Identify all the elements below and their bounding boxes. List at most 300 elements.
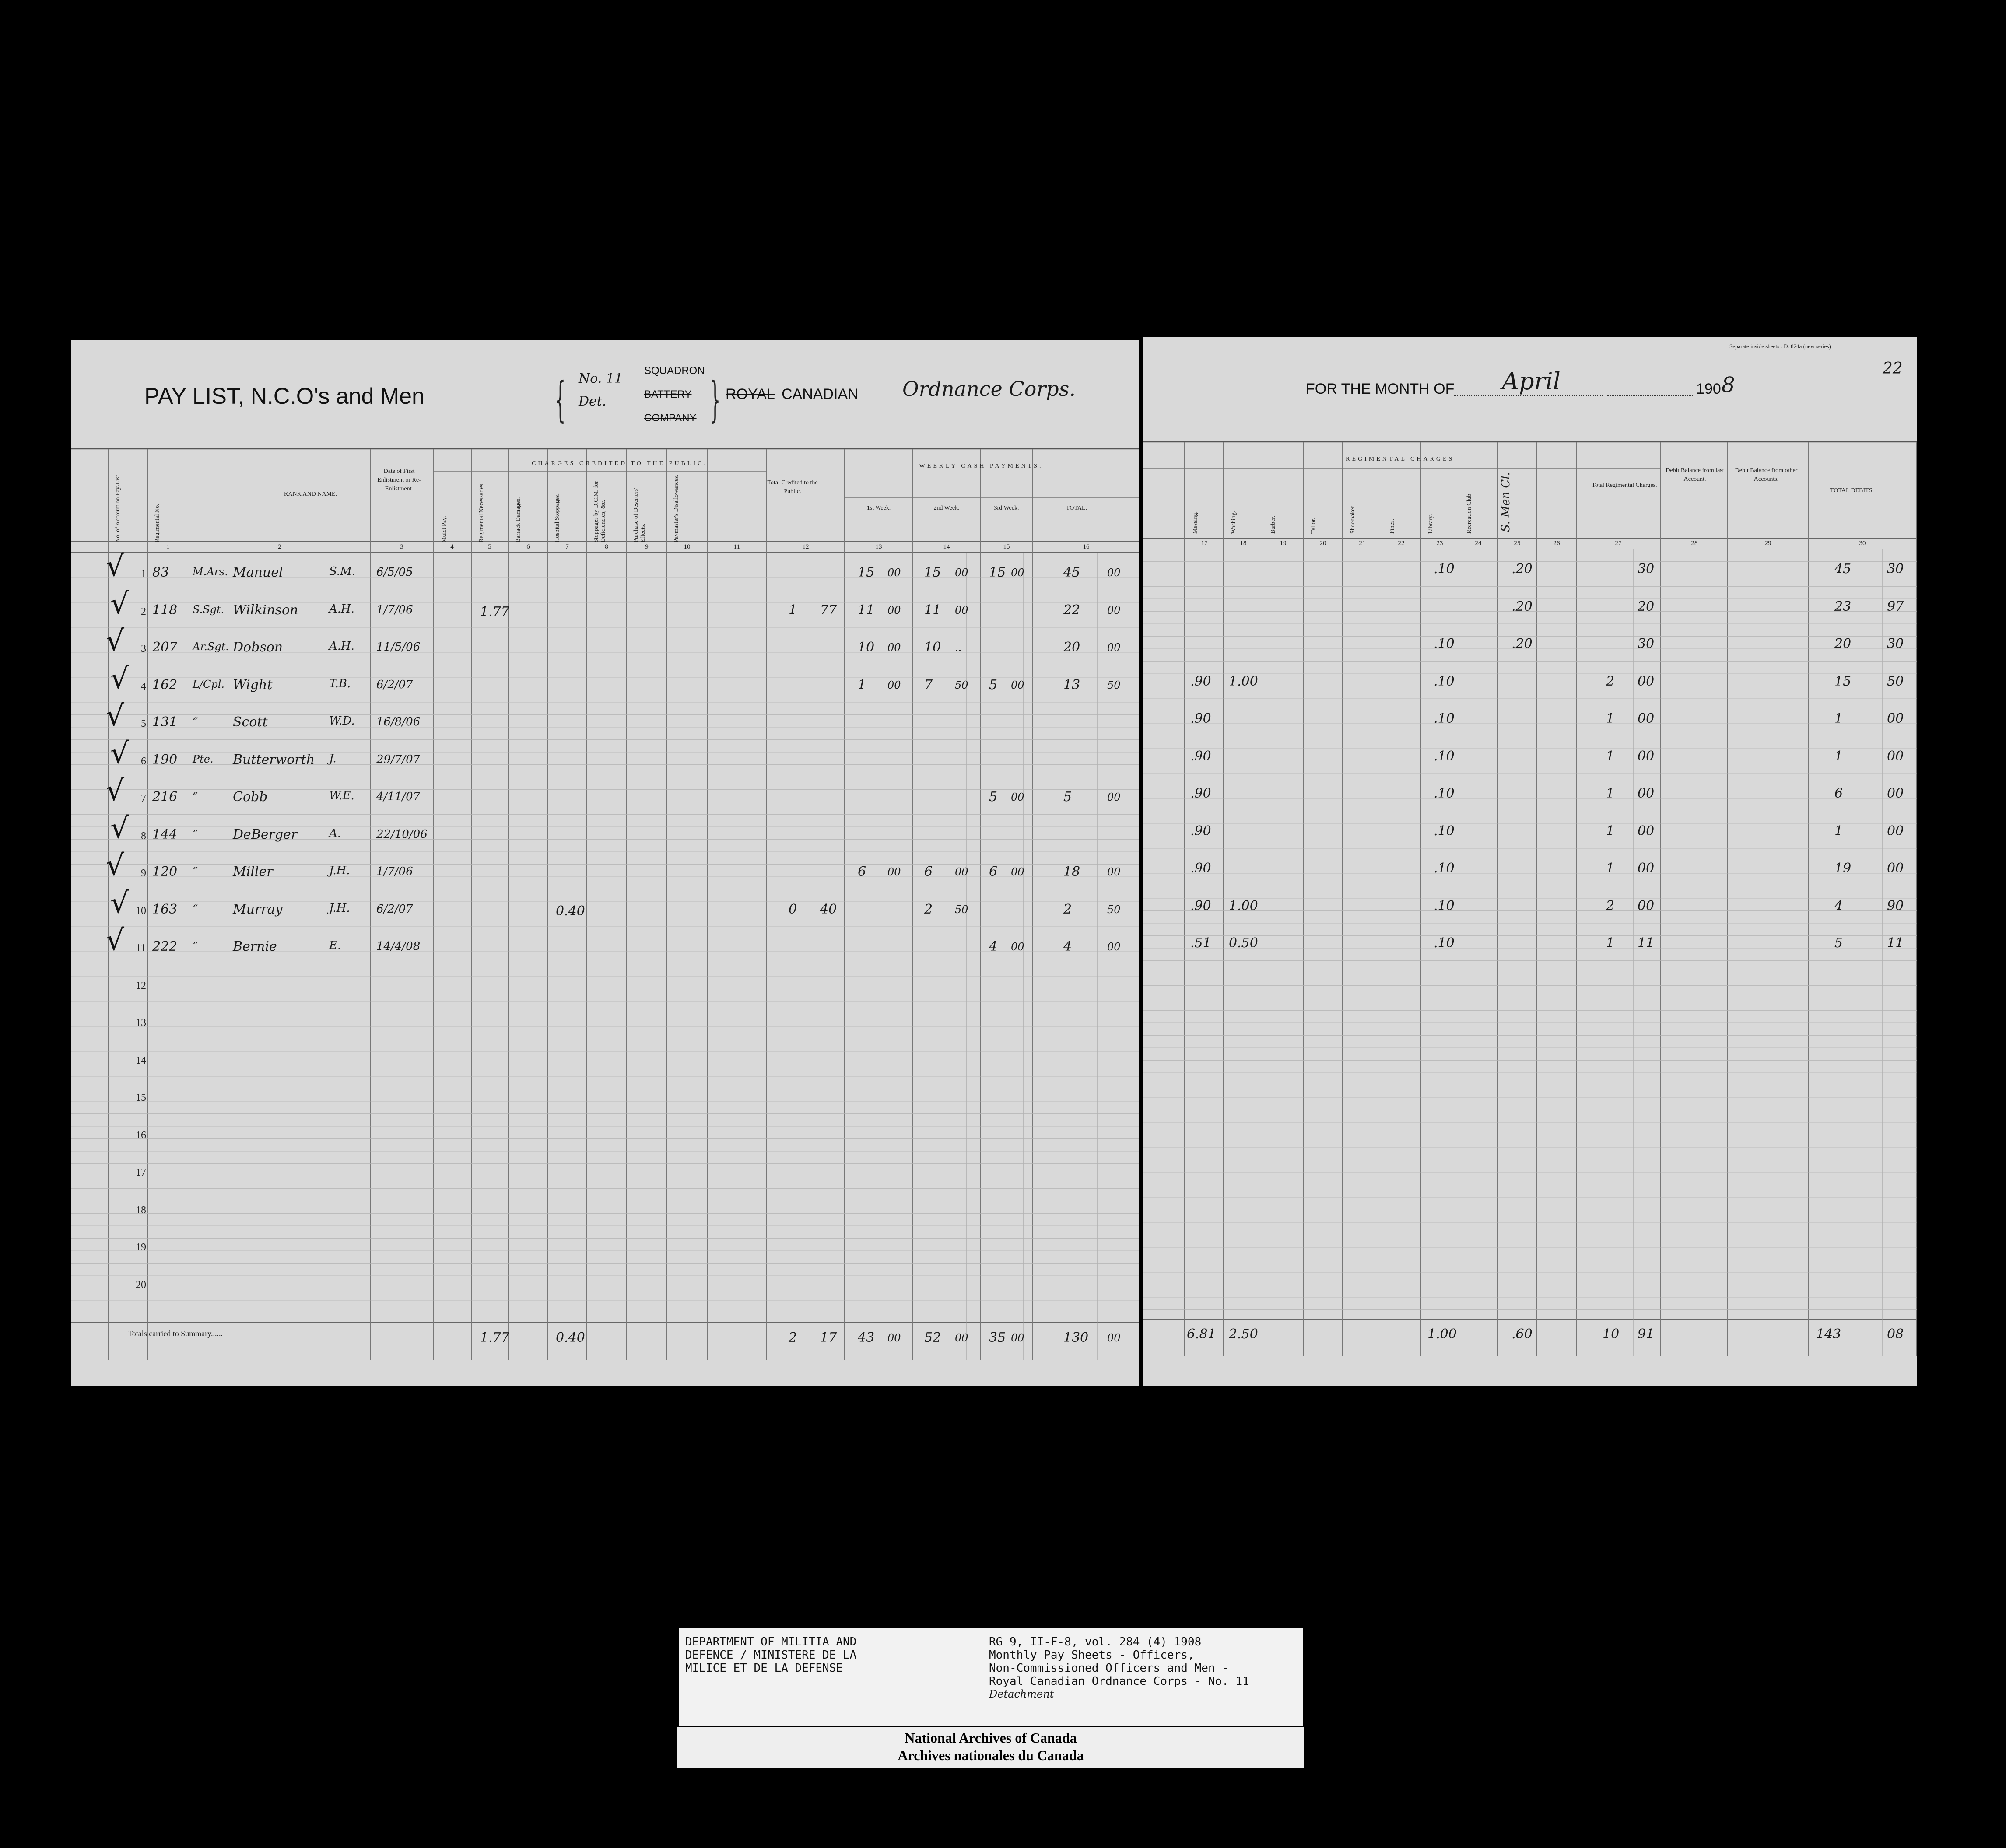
total-regimental-dollars: 1 bbox=[1606, 935, 1615, 951]
col-number-22: 22 bbox=[1398, 540, 1405, 547]
week-2-cents: 00 bbox=[955, 604, 968, 616]
hdr-barber: Barber. bbox=[1270, 516, 1277, 534]
hdr-debit-last: Debit Balance from last Account. bbox=[1666, 467, 1724, 483]
col-number-28: 28 bbox=[1691, 540, 1698, 547]
week-2-cents: 00 bbox=[955, 567, 968, 579]
enlistment-date: 11/5/06 bbox=[376, 640, 421, 654]
total-debits-cents: 30 bbox=[1887, 561, 1904, 577]
week-2-cents: 00 bbox=[955, 866, 968, 878]
initials: S.M. bbox=[329, 565, 356, 578]
library-amount: .10 bbox=[1434, 561, 1455, 577]
total-week-3-cents: 00 bbox=[1011, 1332, 1024, 1344]
total-debits-dollars: 19 bbox=[1834, 861, 1852, 876]
hdr-washing: Washing. bbox=[1231, 511, 1237, 534]
hdr-regimental-no: Regimental No. bbox=[154, 504, 161, 542]
col-number-8: 8 bbox=[605, 543, 608, 550]
total-regimental-cents: 30 bbox=[1638, 636, 1655, 651]
total-debits-cents: 30 bbox=[1887, 636, 1904, 651]
library-amount: .10 bbox=[1434, 711, 1455, 726]
messing-amount: .90 bbox=[1190, 898, 1211, 914]
row-number: 2 bbox=[141, 606, 146, 617]
week-3-cents: 00 bbox=[1011, 941, 1024, 953]
regimental-no: 207 bbox=[152, 640, 178, 655]
total-week-4-dollars: 130 bbox=[1063, 1330, 1089, 1345]
week-3-cents: 00 bbox=[1011, 567, 1024, 579]
total-washing: 2.50 bbox=[1229, 1326, 1258, 1342]
row-number: 8 bbox=[141, 830, 146, 842]
enlistment-date: 6/5/05 bbox=[376, 566, 413, 579]
row-number: 19 bbox=[136, 1242, 146, 1253]
week-3-dollars: 15 bbox=[989, 565, 1006, 580]
col-number-30: 30 bbox=[1859, 540, 1866, 547]
total-debits-cents: 00 bbox=[1887, 823, 1904, 839]
hdr-stoppages-dc: Stoppages by D.C.M. for Deficiencies, &c. bbox=[593, 481, 607, 542]
hdr-account-no: No. of Account on Pay-List. bbox=[115, 473, 121, 542]
week-4-dollars: 45 bbox=[1063, 565, 1080, 580]
rank: “ bbox=[193, 790, 198, 802]
canadian-label: CANADIAN bbox=[782, 386, 859, 402]
col-number-6: 6 bbox=[526, 543, 530, 550]
hdr-regimental-charges: REGIMENTAL CHARGES. bbox=[1346, 456, 1458, 462]
enlistment-date: 16/8/06 bbox=[376, 715, 421, 728]
rank: Pte. bbox=[193, 752, 214, 765]
messing-amount: .90 bbox=[1190, 861, 1211, 876]
col-number-21: 21 bbox=[1359, 540, 1366, 547]
week-2-cents: 50 bbox=[955, 679, 968, 691]
col-number-5: 5 bbox=[488, 543, 491, 550]
messing-amount: .90 bbox=[1190, 673, 1211, 689]
initials: J.H. bbox=[329, 864, 350, 877]
separate-sheets-note: Separate inside sheets : D. 824a (new series) bbox=[1729, 343, 1831, 350]
total-debits-cents: 97 bbox=[1887, 598, 1904, 614]
hdr-recreation-club: Recreation Club. bbox=[1466, 492, 1473, 534]
total-debits-dollars: 45 bbox=[1834, 561, 1852, 577]
hdr-charges-group: CHARGES CREDITED TO THE PUBLIC. bbox=[532, 460, 708, 467]
row-check-icon: √ bbox=[110, 886, 129, 920]
row-check-icon: √ bbox=[110, 811, 129, 845]
week-4-dollars: 2 bbox=[1063, 901, 1072, 917]
messing-amount: .90 bbox=[1190, 823, 1211, 839]
enlistment-date: 6/2/07 bbox=[376, 902, 413, 916]
total-credited-cents: 40 bbox=[820, 901, 837, 917]
surname: Wilkinson bbox=[233, 602, 298, 618]
messing-amount: .90 bbox=[1190, 748, 1211, 764]
total-regimental-dollars: 1 bbox=[1606, 861, 1615, 876]
department-text: DEPARTMENT OF MILITIA AND DEFENCE / MINISTERE DE LA MILICE ET DE LA DEFENSE bbox=[685, 1635, 857, 1675]
week-4-cents: 00 bbox=[1107, 791, 1121, 803]
total-debits-cents: 00 bbox=[1887, 711, 1904, 726]
regimental-no: 162 bbox=[152, 677, 178, 693]
row-number: 11 bbox=[136, 942, 146, 954]
library-amount: .10 bbox=[1434, 748, 1455, 764]
hdr-fines: Fines. bbox=[1389, 519, 1396, 534]
row-check-icon: √ bbox=[106, 549, 125, 583]
total-debits-dollars: 6 bbox=[1834, 786, 1843, 801]
week-4-dollars: 13 bbox=[1063, 677, 1080, 693]
col-number-26: 26 bbox=[1553, 540, 1560, 547]
regimental-no: 120 bbox=[152, 864, 178, 879]
total-week-2-cents: 00 bbox=[955, 1332, 968, 1344]
library-amount: .10 bbox=[1434, 898, 1455, 914]
row-number: 4 bbox=[141, 680, 146, 692]
row-number: 16 bbox=[136, 1129, 146, 1141]
total-regimental-cents: 00 bbox=[1638, 786, 1655, 801]
col-number-19: 19 bbox=[1280, 540, 1287, 547]
detachment-note: Detachment bbox=[989, 1688, 1054, 1700]
total-week-3-dollars: 35 bbox=[989, 1330, 1006, 1345]
col-number-17: 17 bbox=[1201, 540, 1208, 547]
total-regimental-dollars: 2 bbox=[1606, 673, 1615, 689]
col-number-4: 4 bbox=[450, 543, 454, 550]
initials: E. bbox=[329, 939, 341, 952]
week-4-cents: 50 bbox=[1107, 903, 1121, 916]
hdr-total-debits: TOTAL DEBITS. bbox=[1830, 487, 1874, 494]
col-number-20: 20 bbox=[1319, 540, 1326, 547]
library-amount: .10 bbox=[1434, 673, 1455, 689]
week-2-cents: 50 bbox=[955, 903, 968, 916]
pay-list-title: PAY LIST, N.C.O's and Men bbox=[144, 384, 424, 409]
archive-reference-label bbox=[679, 1628, 1303, 1726]
library-amount: .10 bbox=[1434, 861, 1455, 876]
hdr-paymaster-disallowances: Paymaster's Disallowances. bbox=[673, 475, 680, 542]
brace-left: { bbox=[555, 371, 566, 427]
col25-amount: .20 bbox=[1512, 598, 1533, 614]
surname: Cobb bbox=[233, 789, 268, 805]
surname: Scott bbox=[233, 714, 268, 730]
hdr-week1: 1st Week. bbox=[866, 505, 891, 511]
enlistment-date: 22/10/06 bbox=[376, 827, 428, 841]
row-number: 13 bbox=[136, 1017, 146, 1029]
archives-name-fr: Archives nationales du Canada bbox=[898, 1747, 1084, 1763]
total-credited-cents: 17 bbox=[820, 1330, 837, 1345]
washing-amount: 1.00 bbox=[1229, 898, 1258, 914]
col-number-11: 11 bbox=[733, 543, 740, 550]
total-regimental-cents: 30 bbox=[1638, 561, 1655, 577]
row-check-icon: √ bbox=[106, 699, 125, 732]
week-3-cents: 00 bbox=[1011, 866, 1024, 878]
week-1-cents: 00 bbox=[887, 567, 901, 579]
week-2-cents: .. bbox=[955, 641, 962, 654]
hdr-shoemaker: Shoemaker. bbox=[1350, 505, 1356, 534]
enlistment-date: 6/2/07 bbox=[376, 678, 413, 691]
total-regimental-dollars: 1 bbox=[1606, 786, 1615, 801]
week-3-dollars: 4 bbox=[989, 939, 998, 954]
regimental-no: 163 bbox=[152, 901, 178, 917]
total-debits-dollars: 1 bbox=[1834, 823, 1843, 839]
row-check-icon: √ bbox=[110, 661, 129, 695]
row-number: 3 bbox=[141, 643, 146, 654]
week-4-dollars: 4 bbox=[1063, 939, 1072, 954]
col-number-7: 7 bbox=[565, 543, 569, 550]
col-number-10: 10 bbox=[684, 543, 691, 550]
rank: “ bbox=[193, 715, 198, 728]
initials: A.H. bbox=[329, 640, 354, 653]
col-number-13: 13 bbox=[875, 543, 882, 550]
total-debits-cents: 50 bbox=[1887, 673, 1904, 689]
washing-amount: 0.50 bbox=[1229, 935, 1258, 951]
total-week-4-cents: 00 bbox=[1107, 1332, 1121, 1344]
total-debits-dollars: 1 bbox=[1834, 748, 1843, 764]
hdr-total-credited: Total Credited to the Public. bbox=[767, 480, 818, 495]
library-amount: .10 bbox=[1434, 935, 1455, 951]
hdr-purchase-effects: Purchase of Deserters' Effects. bbox=[633, 488, 646, 542]
row-number: 12 bbox=[136, 980, 146, 991]
rank: “ bbox=[193, 865, 198, 877]
week-4-dollars: 20 bbox=[1063, 640, 1080, 655]
col-number-15: 15 bbox=[1003, 543, 1010, 550]
week-4-cents: 00 bbox=[1107, 941, 1121, 953]
col-number-18: 18 bbox=[1240, 540, 1247, 547]
total-regimental-dollars: 10 bbox=[1603, 1326, 1620, 1342]
month-handwritten: April bbox=[1502, 368, 1561, 395]
total-debits-dollars: 5 bbox=[1834, 935, 1843, 951]
row-check-icon: √ bbox=[106, 774, 125, 807]
total-debits-cents: 00 bbox=[1887, 786, 1904, 801]
col-number-1: 1 bbox=[166, 543, 170, 550]
row-number: 1 bbox=[141, 568, 146, 580]
row-check-icon: √ bbox=[110, 586, 129, 620]
rank: “ bbox=[193, 940, 198, 952]
messing-amount: .90 bbox=[1190, 711, 1211, 726]
week-4-cents: 00 bbox=[1107, 641, 1121, 654]
week-4-dollars: 22 bbox=[1063, 602, 1080, 618]
total-hospital: 0.40 bbox=[556, 1330, 585, 1345]
right-ruled-grid bbox=[1143, 337, 1917, 1386]
initials: J. bbox=[329, 752, 337, 765]
corps-name: Ordnance Corps. bbox=[902, 377, 1076, 401]
row-check-icon: √ bbox=[106, 624, 125, 658]
total-regimental-dollars: 1 bbox=[1606, 711, 1615, 726]
rank: “ bbox=[193, 827, 198, 840]
pay-list-right-page bbox=[1143, 337, 1917, 1386]
row-check-icon: √ bbox=[110, 736, 129, 770]
week-1-dollars: 15 bbox=[858, 565, 875, 580]
archives-banner bbox=[677, 1727, 1304, 1768]
week-1-cents: 00 bbox=[887, 604, 901, 616]
initials: A.H. bbox=[329, 602, 354, 616]
messing-amount: .51 bbox=[1190, 935, 1211, 951]
rank: Ar.Sgt. bbox=[193, 640, 229, 653]
week-4-cents: 00 bbox=[1107, 604, 1121, 616]
week-3-dollars: 5 bbox=[989, 677, 998, 693]
week-1-dollars: 6 bbox=[858, 864, 866, 879]
unit-type-squadron: SQUADRON bbox=[644, 365, 705, 377]
total-debits-cents: 11 bbox=[1887, 935, 1904, 951]
col-number-16: 16 bbox=[1083, 543, 1090, 550]
page-number: 22 bbox=[1883, 360, 1903, 378]
rank: S.Sgt. bbox=[193, 603, 224, 616]
rank: L/Cpl. bbox=[193, 678, 225, 690]
row-check-icon: √ bbox=[106, 848, 125, 882]
col-number-27: 27 bbox=[1615, 540, 1622, 547]
initials: T.B. bbox=[329, 677, 351, 690]
enlistment-date: 1/7/06 bbox=[376, 603, 413, 616]
week-4-dollars: 18 bbox=[1063, 864, 1080, 879]
week-2-dollars: 11 bbox=[924, 602, 941, 618]
total-regimental-cents: 00 bbox=[1638, 673, 1655, 689]
surname: Butterworth bbox=[233, 752, 315, 767]
initials: J.H. bbox=[329, 901, 350, 915]
week-1-dollars: 10 bbox=[858, 640, 875, 655]
initials: W.E. bbox=[329, 789, 354, 802]
week-2-dollars: 10 bbox=[924, 640, 941, 655]
week-1-cents: 00 bbox=[887, 866, 901, 878]
total-debits-dollars: 15 bbox=[1834, 673, 1852, 689]
week-4-cents: 00 bbox=[1107, 567, 1121, 579]
total-debits-dollars: 143 bbox=[1816, 1326, 1841, 1342]
year-handwritten: 8 bbox=[1722, 373, 1735, 397]
total-library: 1.00 bbox=[1427, 1326, 1457, 1342]
library-amount: .10 bbox=[1434, 823, 1455, 839]
col-number-2: 2 bbox=[278, 543, 281, 550]
row-number: 15 bbox=[136, 1092, 146, 1103]
week-3-cents: 00 bbox=[1011, 791, 1024, 803]
total-week-2-dollars: 52 bbox=[924, 1330, 941, 1345]
unit-number: No. 11 bbox=[579, 371, 623, 386]
row-number: 5 bbox=[141, 718, 146, 729]
week-2-dollars: 7 bbox=[924, 677, 933, 693]
total-debits-dollars: 1 bbox=[1834, 711, 1843, 726]
week-1-dollars: 11 bbox=[858, 602, 875, 618]
col-number-23: 23 bbox=[1436, 540, 1443, 547]
total-regimental-cents: 11 bbox=[1638, 935, 1655, 951]
enlistment-date: 1/7/06 bbox=[376, 865, 413, 878]
hdr-week2: 2nd Week. bbox=[933, 505, 960, 511]
year-printed: 190 bbox=[1696, 381, 1721, 397]
regimental-no: 144 bbox=[152, 826, 178, 842]
col-number-24: 24 bbox=[1475, 540, 1482, 547]
week-4-cents: 50 bbox=[1107, 679, 1121, 691]
total-credited-dollars: 1 bbox=[789, 602, 797, 618]
col-number-9: 9 bbox=[645, 543, 649, 550]
total-regimental-cents: 00 bbox=[1638, 748, 1655, 764]
week-3-dollars: 6 bbox=[989, 864, 998, 879]
week-1-dollars: 1 bbox=[858, 677, 866, 693]
week-4-dollars: 5 bbox=[1063, 789, 1072, 805]
col-number-25: 25 bbox=[1514, 540, 1521, 547]
col25-amount: .20 bbox=[1512, 561, 1533, 577]
row-number: 14 bbox=[136, 1054, 146, 1066]
enlistment-date: 29/7/07 bbox=[376, 752, 421, 766]
regimental-no: 222 bbox=[152, 939, 178, 954]
regimental-no: 118 bbox=[152, 602, 178, 618]
row-check-icon: √ bbox=[106, 923, 125, 957]
week-1-cents: 00 bbox=[887, 641, 901, 654]
row-number: 6 bbox=[141, 755, 146, 767]
hdr-debit-other: Debit Balance from other Accounts. bbox=[1735, 467, 1798, 483]
library-amount: .10 bbox=[1434, 636, 1455, 651]
hdr-week3: 3rd Week. bbox=[994, 505, 1019, 511]
total-credited-dollars: 0 bbox=[789, 901, 797, 917]
necessaries-amount: 1.77 bbox=[480, 604, 509, 620]
hdr-messing: Messing. bbox=[1192, 511, 1199, 534]
row-number: 18 bbox=[136, 1204, 146, 1216]
total-regimental-cents: 00 bbox=[1638, 711, 1655, 726]
total-messing: 6.81 bbox=[1187, 1326, 1216, 1342]
week-4-cents: 00 bbox=[1107, 866, 1121, 878]
row-number: 10 bbox=[136, 905, 146, 917]
total-regimental-cents: 00 bbox=[1638, 898, 1655, 914]
row-number: 20 bbox=[136, 1279, 146, 1291]
hospital-amount: 0.40 bbox=[556, 903, 585, 919]
total-week-1-cents: 00 bbox=[887, 1332, 901, 1344]
hdr-tailor: Tailor. bbox=[1310, 518, 1317, 534]
surname: Bernie bbox=[233, 939, 277, 954]
totals-label: Totals carried to Summary...... bbox=[128, 1329, 223, 1338]
initials: A. bbox=[329, 826, 341, 840]
total-debits-cents: 00 bbox=[1887, 861, 1904, 876]
month-label: FOR THE MONTH OF bbox=[1306, 381, 1455, 397]
library-amount: .10 bbox=[1434, 786, 1455, 801]
surname: DeBerger bbox=[233, 826, 298, 842]
regimental-no: 131 bbox=[152, 714, 178, 730]
total-regimental-cents: 00 bbox=[1638, 861, 1655, 876]
col-number-12: 12 bbox=[802, 543, 809, 550]
week-2-dollars: 15 bbox=[924, 565, 941, 580]
total-necessaries: 1.77 bbox=[480, 1330, 509, 1345]
total-debits-cents: 90 bbox=[1887, 898, 1904, 914]
row-number: 9 bbox=[141, 868, 146, 879]
total-week-1-dollars: 43 bbox=[858, 1330, 875, 1345]
week-3-cents: 00 bbox=[1011, 679, 1024, 691]
hdr-total-regimental: Total Regimental Charges. bbox=[1592, 482, 1657, 489]
total-debits-cents: 08 bbox=[1887, 1326, 1904, 1342]
initials: W.D. bbox=[329, 714, 355, 728]
hdr-barrack-damages: Barrack Damages. bbox=[515, 497, 522, 542]
surname: Wight bbox=[233, 677, 273, 693]
unit-type-handwritten: Det. bbox=[579, 394, 607, 409]
hdr-weekly-group: WEEKLY CASH PAYMENTS. bbox=[919, 463, 1043, 469]
surname: Dobson bbox=[233, 640, 283, 655]
hdr-weekly-total: TOTAL. bbox=[1066, 505, 1087, 511]
hdr-col25-handwritten: S. Men Cl. bbox=[1499, 472, 1512, 532]
total-regimental-cents: 91 bbox=[1638, 1326, 1655, 1342]
hdr-necessaries: Regimental Necessaries. bbox=[478, 482, 485, 542]
total-debits-dollars: 23 bbox=[1834, 598, 1852, 614]
total-regimental-dollars: 1 bbox=[1606, 823, 1615, 839]
total-debits-dollars: 4 bbox=[1834, 898, 1843, 914]
hdr-enlistment: Date of First Enlistment or Re-Enlistment. bbox=[377, 468, 421, 492]
total-regimental-dollars: 1 bbox=[1606, 748, 1615, 764]
hdr-library: Library. bbox=[1427, 514, 1434, 534]
rank: “ bbox=[193, 902, 198, 915]
royal-label: ROYAL bbox=[726, 386, 775, 402]
row-number: 7 bbox=[141, 793, 146, 804]
surname: Murray bbox=[233, 901, 283, 917]
unit-type-battery: BATTERY bbox=[644, 388, 692, 400]
row-number: 17 bbox=[136, 1167, 146, 1178]
total-regimental-dollars: 2 bbox=[1606, 898, 1615, 914]
brace-right: } bbox=[710, 371, 721, 427]
total-debits-dollars: 20 bbox=[1834, 636, 1852, 651]
total-regimental-cents: 00 bbox=[1638, 823, 1655, 839]
messing-amount: .90 bbox=[1190, 786, 1211, 801]
regimental-no: 216 bbox=[152, 789, 178, 805]
hdr-rank-name: RANK AND NAME. bbox=[284, 491, 337, 497]
archives-name-en: National Archives of Canada bbox=[905, 1730, 1077, 1746]
total-debits-cents: 00 bbox=[1887, 748, 1904, 764]
enlistment-date: 4/11/07 bbox=[376, 790, 421, 803]
pay-list-left-page bbox=[71, 340, 1139, 1386]
total-regimental-cents: 20 bbox=[1638, 598, 1655, 614]
surname: Manuel bbox=[233, 565, 283, 580]
col-number-29: 29 bbox=[1764, 540, 1771, 547]
hdr-mulct-pay: Mulct Pay. bbox=[441, 516, 448, 542]
rank: M.Ars. bbox=[193, 566, 228, 578]
week-3-dollars: 5 bbox=[989, 789, 998, 805]
total-credited-cents: 77 bbox=[820, 602, 837, 618]
week-2-dollars: 6 bbox=[924, 864, 933, 879]
